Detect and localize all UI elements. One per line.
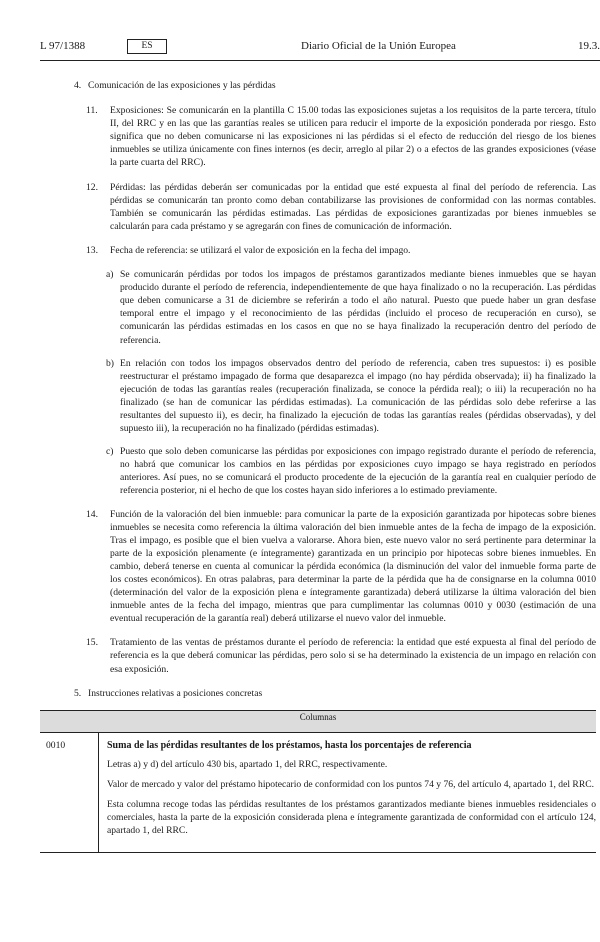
paragraph-13	[40, 244, 596, 257]
subparagraph-text: Puesto que solo deben comunicarse las pérdidas por exposiciones con impago registrado durante el período de referencia, no habrá que comunicar los cambios en las pérdidas por exposiciones cuyo impago se haya registrado en períodos anteriores. Así pues, no se comunicará el producto procedente de la ejecución de la garantía real en cualquier período de referencia posterior, ni el hecho de que los costes hayan sido inferiores a lo estimado previamente.	[120, 446, 596, 497]
paragraph-number: 14.	[86, 508, 98, 520]
column-description	[99, 732, 597, 853]
publication-date: 19.3.	[578, 40, 600, 52]
paragraph-14	[40, 508, 596, 626]
paragraph-11	[40, 104, 596, 169]
header-rule	[40, 60, 600, 61]
subparagraph-letter: b)	[106, 357, 114, 369]
paragraph-text: Exposiciones: Se comunicarán en la plantilla C 15.00 todas las exposiciones sujetas a los requisitos de la parte tercera, título II, del RRC y en las que las garantías reales se utilicen para reducir el importe de la exposición ponderada por riesgo. Esto significa que no deben comunicarse ni las exposiciones ni las pérdidas si el efecto de reducción del riesgo de los bienes inmuebles se utiliza únicamente con fines internos (es decir, arreglo al pilar 2) o a efectos de las grandes exposiciones (véase la parte cuarta del RRC).	[110, 105, 596, 169]
paragraph-number: 12.	[86, 181, 98, 193]
column-scope-text: Esta columna recoge todas las pérdidas resultantes de los préstamos garantizados mediante bienes inmuebles residenciales o comerciales, hasta la parte de la exposición considerada plena e íntegramente garantizada de conformidad con el artículo 124, apartado 1, del RRC.	[107, 799, 596, 837]
table-header-row	[40, 710, 596, 732]
subparagraph-letter: c)	[106, 446, 114, 458]
paragraph-number: 15.	[86, 637, 98, 649]
paragraph-12	[40, 181, 596, 233]
paragraph-number: 11.	[86, 105, 98, 117]
subparagraph-c	[40, 445, 596, 497]
journal-reference: L 97/1388	[40, 40, 86, 52]
paragraph-text: Pérdidas: las pérdidas deberán ser comunicadas por la entidad que esté expuesta al final del período de referencia. Las pérdidas se comunicarán tan pronto como deban contabilizarse las provisiones de conformidad con las normas contables. También se comunicarán las pérdidas estimadas. Las pérdidas de exposiciones garantizadas por bienes inmuebles se calcularán para cada préstamo y se agregarán con fines de comunicación de información.	[110, 181, 596, 232]
paragraph-text: Fecha de referencia: se utilizará el valor de exposición en la fecha del impago.	[110, 244, 411, 256]
journal-title: Diario Oficial de la Unión Europea	[301, 40, 456, 52]
column-code: 0010	[40, 732, 99, 853]
section-4-heading	[40, 79, 596, 92]
section-title: Instrucciones relativas a posiciones concretas	[88, 687, 263, 699]
document-body	[40, 79, 596, 853]
subparagraph-letter: a)	[106, 269, 114, 281]
column-valuation-reference: Valor de mercado y valor del préstamo hipotecario de conformidad con los puntos 74 y 76, del artículo 4, apartado 1, del RRC.	[107, 778, 595, 790]
column-legal-reference: Letras a) y d) del artículo 430 bis, apartado 1, del RRC, respectivamente.	[107, 758, 388, 770]
paragraph-number: 13.	[86, 244, 98, 256]
column-title: Suma de las pérdidas resultantes de los préstamos, hasta los porcentajes de referencia	[107, 739, 472, 751]
section-title: Comunicación de las exposiciones y las pérdidas	[88, 80, 276, 91]
language-badge: ES	[127, 39, 167, 54]
subparagraph-text: Se comunicarán pérdidas por todos los impagos de préstamos garantizados mediante bienes inmuebles que se hayan producido durante el período de referencia, independientemente de que haya finalizado o no la recuperación. Las pérdidas que deben comunicarse a 31 de diciembre se referirán a todo el año natural. Puesto que puede haber un gran desfase temporal entre el impago y el reconocimiento de las pérdidas (incluido el proceso de recuperación en curso), se comunicarán las pérdidas estimadas en los casos en que no se haya finalizado la recuperación dentro del período de referencia.	[120, 269, 596, 346]
columns-table	[40, 710, 596, 854]
table-header: Columnas	[40, 710, 596, 732]
table-row	[40, 732, 596, 853]
paragraph-text: Función de la valoración del bien inmueble: para comunicar la parte de la exposición garantizada por hipotecas sobre bienes inmuebles se necesita como referencia la última valoración del bien inmueble antes de la fecha de impago de la exposición. Tras el impago, es posible que el bien vuelva a valorarse. Ahora bien, este nuevo valor no será pertinente para determinar la parte de la exposición plenamente (e íntegramente) garantizada en un principio por hipotecas sobre bienes inmuebles. En cambio, deberá tenerse en cuenta al comunicar la pérdida económica (la disminución del valor del inmueble forma parte de los costes económicos). En otras palabras, para determinar la parte de la pérdida que ha de consignarse en la columna 0010 (determinación del valor de la exposición plena e íntegramente garantizada) deberá utilizarse la última valoración del bien inmueble antes de la fecha del impago, mientras que para cumplimentar las columnas 0010 y 0030 (estimación de una eventual recuperación de la garantía real) deberá utilizarse el nuevo valor del inmueble.	[110, 508, 596, 625]
section-number: 4.	[74, 80, 82, 91]
page-header	[40, 40, 600, 56]
paragraph-text: Tratamiento de las ventas de préstamos durante el período de referencia: la entidad que esté expuesta al final del período de referencia es la que deberá comunicar las pérdidas, pero solo si se ha determinado la existencia de un impago en relación con esa exposición.	[110, 637, 596, 675]
subparagraph-b	[40, 357, 596, 436]
paragraph-15	[40, 636, 596, 675]
section-number: 5.	[74, 687, 82, 699]
subparagraph-text: En relación con todos los impagos observados dentro del período de referencia, caben tres supuestos: i) es posible reestructurar el préstamo impagado de forma que desaparezca el impago (no hay pérdida observada); ii) ha finalizado la ejecución de todas las garantías reales (recuperación finalizada, se conoce la pérdida real); o iii) la recuperación no ha finalizado (se han de comunicar las pérdidas estimadas). La comunicación de las pérdidas solo debe referirse a las resultantes del supuesto ii), es decir, ha finalizado la ejecución de todas las garantías reales (pérdidas observadas), y del supuesto iii), la recuperación no ha finalizado (pérdidas estimadas).	[120, 357, 596, 435]
section-5-heading	[40, 687, 596, 700]
subparagraph-a	[40, 268, 596, 347]
